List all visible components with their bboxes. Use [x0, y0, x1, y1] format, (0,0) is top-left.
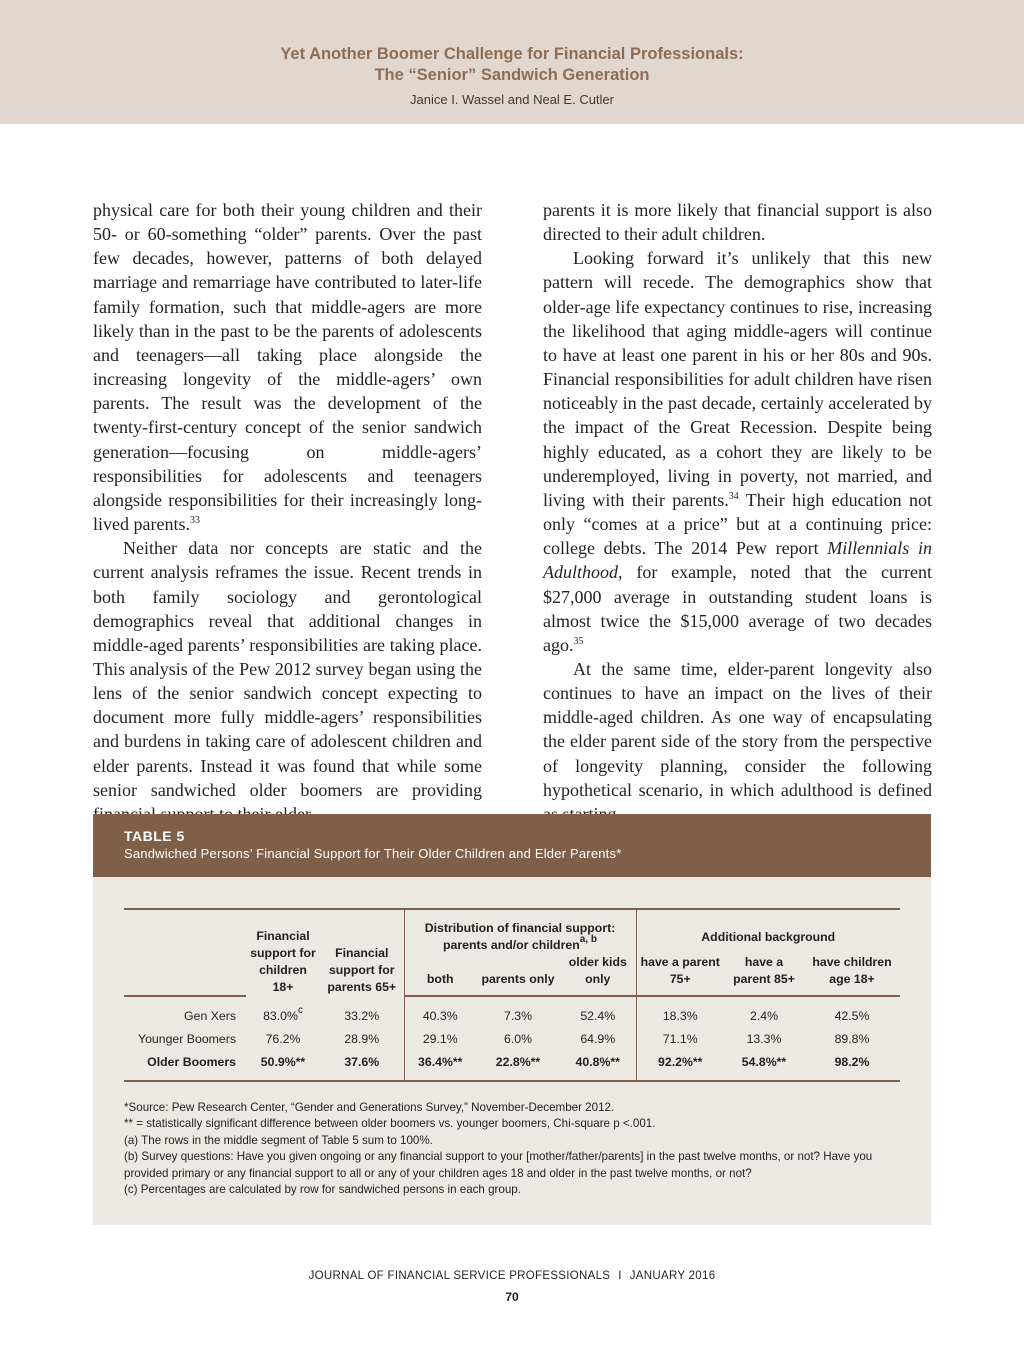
table-cell: 7.3%	[503, 1009, 533, 1023]
issue-date: JANUARY 2016	[629, 1270, 716, 1282]
table-cell: 28.9%	[344, 1032, 380, 1046]
table-cell: 33.2%	[344, 1008, 380, 1023]
table-cell: 2.4%	[749, 1009, 779, 1023]
table-row	[124, 1051, 900, 1081]
table-notes	[124, 1100, 914, 1198]
table-cell: 40.8%**	[560, 1051, 636, 1081]
table-cell: 6.0%	[503, 1032, 533, 1046]
paragraph: Looking forward it’s unlikely that this new pattern will recede. The demographics show that older-age life expectancy continues to rise, increasing the likelihood that aging middle-agers will continue to have at least one parent in his or her 80s and 90s. Financial responsibilities for adult children have risen noticeably in the past decade, certainly accelerated by the impact of the Great Recession. Despite being highly educated, as a cohort they are likely to be underemployed, living in poverty, not married, and living with their parents.$^{34}$ Their high education not only “comes at a price” but at a continuing price: college debts. The 2014 Pew report Millennials in Adulthood, for example, noted that the current $27,000 average in outstanding student loans is almost twice the $15,000 average of two decades ago.$^{35}$	[543, 248, 932, 655]
table-row	[124, 996, 900, 1028]
running-header	[0, 0, 1024, 124]
column-header: parents only	[476, 954, 560, 996]
header-title-line2: The “Senior” Sandwich Generation	[374, 66, 650, 84]
body-column-right	[543, 198, 932, 826]
table-note: (c) Percentages are calculated by row for sandwiched persons in each group.	[124, 1183, 521, 1197]
footer-separator: I	[618, 1270, 622, 1282]
footnote-ref: 33	[189, 515, 200, 527]
table-panel	[93, 814, 931, 1225]
table-cell: 83.0%$^c$	[263, 1004, 303, 1023]
table-cell: 92.2%**	[636, 1051, 724, 1081]
data-table	[124, 908, 900, 1082]
footnote-ref: 35	[573, 635, 584, 647]
table-note: (a) The rows in the middle segment of Table 5 sum to 100%.	[124, 1133, 433, 1147]
row-label: Younger Boomers	[138, 1032, 236, 1046]
table-note: *Source: Pew Research Center, “Gender and Generations Survey,” November-December 2012.	[124, 1101, 615, 1114]
body-column-left	[93, 198, 482, 826]
table-note: (b) Survey questions: Have you given ongoing or any financial support to your [mother/father/parents] in the past twelve months, or not? Have you provided primary or any financial support to all or any of your children ages 18 and older in the past twelve months, or not?	[124, 1150, 873, 1180]
table-cell: 64.9%	[580, 1032, 616, 1046]
table-cell: 50.9%**	[246, 1051, 320, 1081]
table-cell: 98.2%	[804, 1051, 900, 1081]
table-cell: 37.6%	[320, 1051, 404, 1081]
table-caption: Sandwiched Persons’ Financial Support for Their Older Children and Elder Parents*	[124, 846, 622, 861]
column-header: older kids only	[560, 954, 636, 996]
row-label: Gen Xers	[184, 1009, 236, 1023]
column-header: Financial support for parents 65+	[320, 909, 404, 996]
table-cell: 71.1%	[636, 1028, 724, 1051]
table-cell: 76.2%	[265, 1032, 301, 1046]
footer-journal-line	[0, 1270, 1024, 1282]
table-cell: 29.1%	[404, 1028, 476, 1051]
header-authors: Janice I. Wassel and Neal E. Cutler	[410, 92, 614, 107]
table-corner	[124, 909, 246, 954]
table-cell: 89.8%	[834, 1032, 870, 1046]
header-title-line1: Yet Another Boomer Challenge for Financial Professionals:	[280, 45, 744, 63]
row-label: Older Boomers	[124, 1051, 246, 1081]
group-header-distribution: Distribution of financial support: parents and/or children$^{a, b}$	[404, 909, 636, 954]
column-header: have a parent 75+	[636, 954, 724, 996]
page-number: 70	[505, 1290, 519, 1304]
table-cell: 52.4%	[580, 1009, 616, 1023]
journal-name: JOURNAL OF FINANCIAL SERVICE PROFESSIONALS	[308, 1270, 611, 1282]
table-cell: 54.8%**	[724, 1051, 804, 1081]
table-row	[124, 1028, 900, 1051]
table-cell: 42.5%	[834, 1009, 870, 1023]
column-header: have children age 18+	[804, 954, 900, 996]
paragraph: At the same time, elder-parent longevity also continues to have an impact on the lives of their middle-aged children. As one way of encapsulating the elder parent side of the story from the perspective of longevity planning, consider the following hypothetical scenario, in which adulthood is defined	[543, 658, 932, 800]
row-label-header	[124, 954, 246, 996]
paragraph: parents it is more likely that financial support is also directed to their adult children.	[543, 200, 932, 245]
table-cell: 36.4%**	[404, 1051, 476, 1081]
table-header-bar	[93, 814, 931, 877]
group-header-background: Additional background	[636, 909, 900, 954]
table-cell: 18.3%	[636, 996, 724, 1028]
column-header: both	[404, 954, 476, 996]
page-footer	[0, 1270, 1024, 1304]
paragraph: physical care for both their young children and their 50- or 60-something “older” parents. Over the past few decades, however, patterns of both delayed marriage and remarriage have contributed to later-life family formation, such that middle-agers are more likely than in the past to be the parents of adolescents and teenagers—all taking place alongside the increasing longevity of the middle-agers’ own parents. The result was the development of the twenty-first-century concept of the senior sandwich generation—focusing on middle-agers’ responsibilities for adolescents and teenagers alongside responsibilities for their increasingly long-lived parents.$^{33}$	[93, 200, 482, 535]
table-cell: 13.3%	[746, 1032, 782, 1046]
table-cell: 40.3%	[404, 996, 476, 1028]
report-title: Millennials in Adulthood,	[543, 538, 932, 583]
column-header: have a parent 85+	[724, 954, 804, 996]
paragraph: Neither data nor concepts are static and the current analysis reframes the issue. Recent trends in both family sociology and gerontological demographics reveal that additional changes in middle-aged parents’ responsibilities are taking place. This analysis of the Pew 2012 survey began using the lens of the senior sandwich concept expecting to document more fully middle-agers’ responsibilities and burdens in taking care of adolescent children and elder parents. Instead it was found that while some senior sandwiched older boomers are providing	[93, 538, 482, 800]
table-cell: 22.8%**	[476, 1051, 560, 1081]
column-header: Financial support for children 18+	[246, 909, 320, 996]
table-label: TABLE 5	[124, 828, 185, 844]
footnote-ref: 34	[728, 490, 739, 502]
table-note: ** = statistically significant difference between older boomers vs. younger boomers, Chi-square p <.001.	[124, 1117, 656, 1131]
